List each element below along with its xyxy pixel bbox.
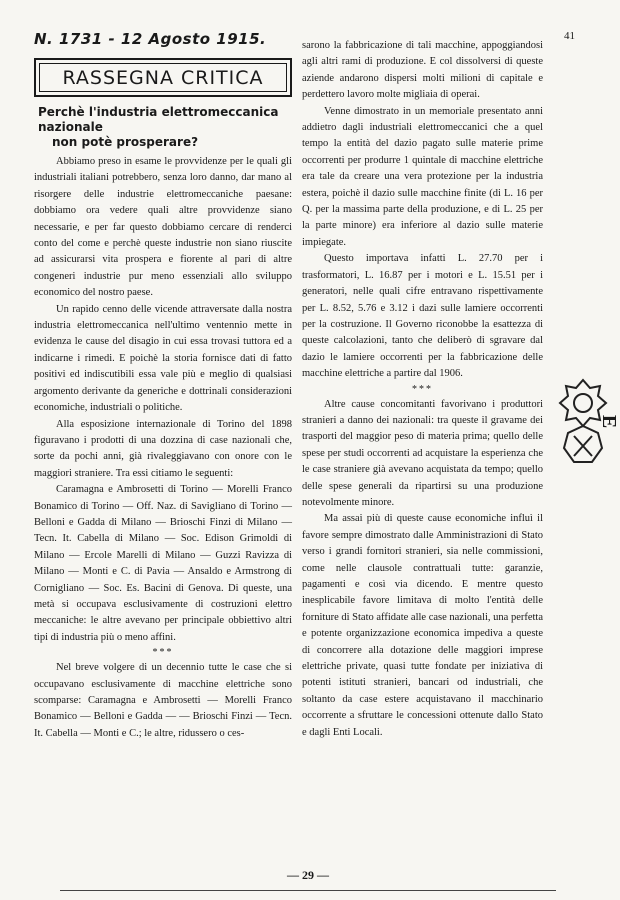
- section-title-box: [34, 58, 292, 97]
- section-title: RASSEGNA CRITICA: [39, 63, 287, 92]
- section-separator: ***: [412, 383, 433, 395]
- page-footer: — 29 —: [287, 868, 329, 882]
- right-column: [302, 38, 543, 741]
- section-separator: ***: [152, 647, 174, 659]
- paragraph: Alla esposizione internazionale di Torino del 1898 figuravano i prodotti di una dozzina di case nazionali che, sorte da pochi anni, già rivaleggiavano con onore con le maggiori straniere. Tra essi citiamo le seguenti:: [34, 418, 292, 479]
- paragraph: Nel breve volgere di un decennio tutte le case che si occupavano esclusivamente di macchine elettriche sono scomparse: Caramagna e Ambrosetti — Morelli Franco Bonamico — Belloni e Gadda — — Brioschi Finzi — Tecn. It. Cabella — Monti e C.; le altre, ridussero o ces-: [34, 662, 292, 739]
- paragraph: Caramagna e Ambrosetti di Torino — Morelli Franco Bonamico di Torino — Off. Naz. di Savigliano di Torino — Belloni e Gadda di Milano — Brioschi Finzi di Milano — Tecn. It. Cabella di Milano — Soc. Edison Grimoldi di Milano — Ercole Marelli di Milano — Guzzi Ravizza di Milano — Monti e C. di Pavia — Ansaldo e Armstrong di Cornigliano — Soc. Es. Bacini di Genova. Di queste, una metà si occupava esclusivamente di costruzioni elettro meccaniche: le altre avevano per principale obbiettivo altri tipi di industria più o meno affini.: [34, 484, 292, 643]
- footer-rule: [60, 890, 556, 891]
- edge-mark: E: [598, 414, 620, 429]
- page-number: 41: [564, 30, 575, 42]
- paragraph: Ma assai più di queste cause economiche influì il favore sempre dimostrato dalle Amministrazioni di Stato verso i grandi fornitori stranieri, sia nelle commissioni, come nelle clausole contrattuali tutte: garanzie, pagamenti e così via dicendo. E mentre questo inesplicabile favore limitava di molto l'entità delle forniture di Stato affidate alle case nazionali, una perfetta e potente organizzazione economica impediva a queste di concorrere alla dotazione delle maggiori imprese elettriche private, quasi tutte fondate per iniziativa di potenti istituti stranieri, bancari od industriali, che soltanto da case estere acquistavano il macchinario occorrente a sfruttare le concessioni ottenute dallo Stato e dagli Enti Locali.: [302, 513, 543, 738]
- paragraph: Venne dimostrato in un memoriale presentato anni addietro dagli industriali elettromeccanici che a quel tempo la entità del dazio pagato sulle materie prime occorrenti per produrre 1 quintale di macchine elettriche era tale da creare una vera protezione per la industria estera, poichè il dazio sulle macchine finite (di L. 16 per Q. per la massima parte della produzione, e di L. 25 per la parte minore) era inferiore al dazio sulle materie impiegate.: [302, 105, 543, 248]
- paragraph: Un rapido cenno delle vicende attraversate dalla nostra industria elettromeccanica nell'ultimo ventennio mette in evidenza le cause del disagio in cui essa trovasi tuttora ed a indicarne i rimedi. E poichè la storia fornisce dati di fatto positivi ed indiscutibili essa vale più e meglio di qualsiasi argomento derivante da generiche e dottrinali considerazioni economiche, industriali o politiche.: [34, 303, 292, 414]
- paragraph: Abbiamo preso in esame le provvidenze per le quali gli industriali italiani potrebbero, senza loro danno, dar mano al risorgere delle industrie elettromeccaniche paesane: dobbiamo ora vedere quali altre provvidenze siano necessarie, e per far questo dobbiamo cercare di renderci conto del come e perchè queste industrie non siano riuscite ad assicurarsi vita prospera e fiorente al pari di altre congeneri industrie pur meno essenziali allo sviluppo economico del nostro paese.: [34, 156, 292, 299]
- issue-header: N. 1731 - 12 Agosto 1915.: [34, 30, 267, 48]
- paragraph: Questo importava infatti L. 27.70 per i trasformatori, L. 16.87 per i motori e L. 15.51 per i generatori, nelle quali cifre entravano rispettivamente per L. 8.52, 5.76 e 3.12 i dazi sulle lamiere occorrenti per la costruzione. Il Governo riconobbe la esattezza di queste calcolazioni, tanto che deliberò di sgravare dal dazio le lamiere occorrenti per la fabbricazione delle macchine elettriche a partire dal 1906.: [302, 253, 543, 380]
- article-title-line-2: non potè prosperare?: [52, 135, 199, 149]
- paragraph: sarono la fabbricazione di tali macchine, appoggiandosi agli altri rami di produzione. E col dissolversi di queste aziende andarono dispersi molti milioni di capitale e perdettero lavoro molte migliaia di operai.: [302, 40, 543, 101]
- article-title-line-1: Perchè l'industria elettromeccanica nazionale: [38, 105, 279, 134]
- left-column: [34, 58, 292, 742]
- article-title: [38, 105, 292, 150]
- paragraph: Altre cause concomitanti favorivano i produttori stranieri a danno dei nazionali: tra queste il gravame dei trasporti del maggior peso di materia prima; quello delle spese per studi occorrenti ad acquistare la esperienza che le case straniere già avevano acquistata da tempo; quello delle spese generali da ripartirsi su una produzione notevolmente minore.: [302, 398, 543, 508]
